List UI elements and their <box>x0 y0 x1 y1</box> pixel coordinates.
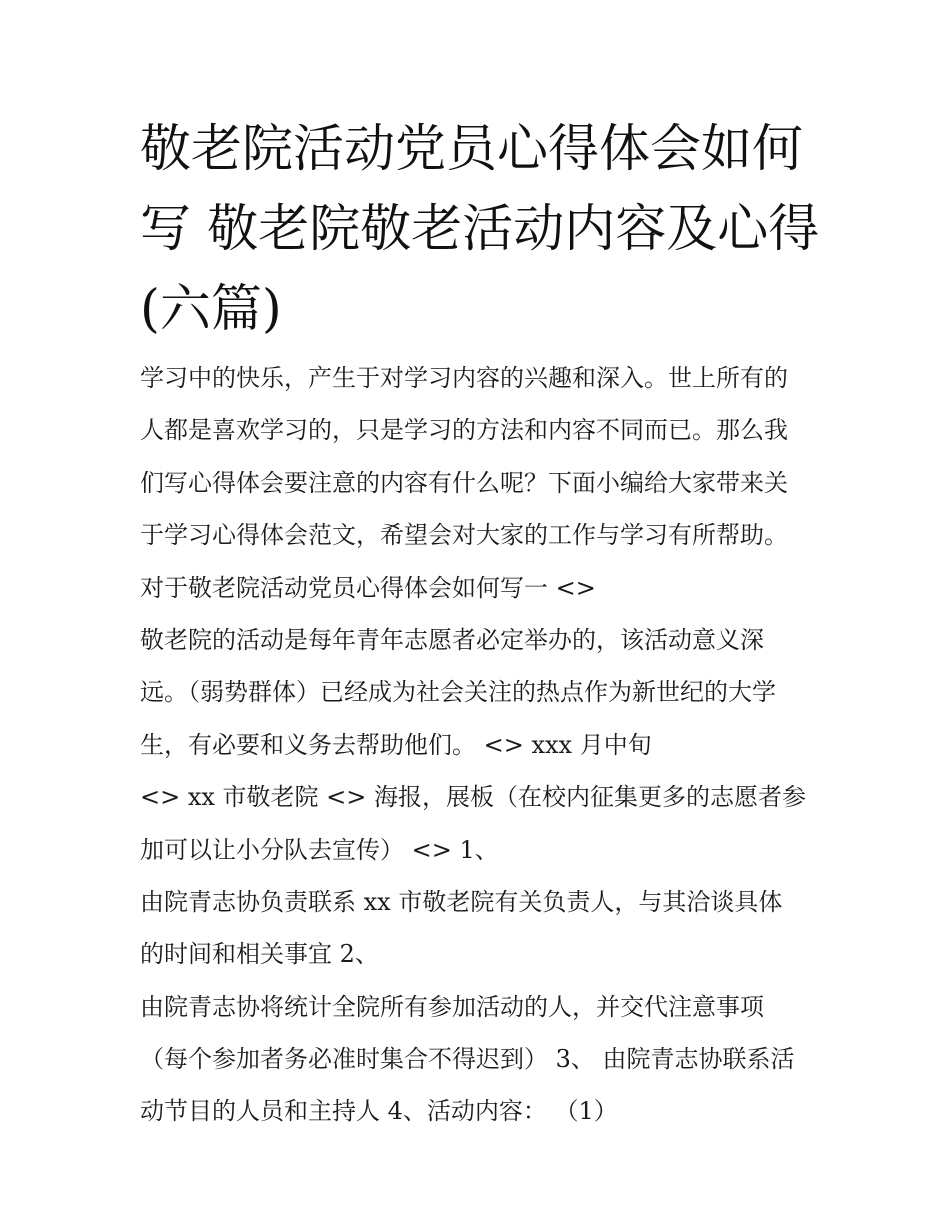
body-line-13: 由院青志协将统计全院所有参加活动的人，并交代注意事项 <box>140 992 764 1021</box>
body-line-5: 对于敬老院活动党员心得体会如何写一 <> <box>140 573 596 602</box>
body-line-10: 加可以让小分队去宣传） <> 1、 <box>140 835 499 864</box>
body-line-7: 远。（弱势群体）已经成为社会关注的热点作为新世纪的大学 <box>140 678 776 707</box>
body-line-8: 生，有必要和义务去帮助他们。 <> xxx 月中旬 <box>140 730 652 759</box>
body-line-1: 学习中的快乐，产生于对学习内容的兴趣和深入。世上所有的 <box>140 364 788 392</box>
body-line-6: 敬老院的活动是每年青年志愿者必定举办的，该活动意义深 <box>140 625 764 654</box>
body-line-3: 们写心得体会要注意的内容有什么呢？下面小编给大家带来关 <box>140 468 788 497</box>
body-line-15: 动节目的人员和主持人 4、活动内容： （1） <box>140 1097 618 1126</box>
body-line-14: （每个参加者务必准时集合不得迟到） 3、 由院青志协联系活 <box>140 1045 795 1074</box>
body-line-11: 由院青志协负责联系 xx 市敬老院有关负责人，与其洽谈具体 <box>140 887 783 916</box>
document-title <box>140 110 840 350</box>
document-body <box>140 352 840 1138</box>
body-line-4: 于学习心得体会范文，希望会对大家的工作与学习有所帮助。 <box>140 521 788 550</box>
title-line-2: 写 敬老院敬老活动内容及心得 <box>140 200 820 259</box>
body-line-12: 的时间和相关事宜 2、 <box>140 940 379 969</box>
title-line-1: 敬老院活动党员心得体会如何 <box>140 120 804 179</box>
title-line-3: (六篇) <box>140 280 282 339</box>
body-line-2: 人都是喜欢学习的，只是学习的方法和内容不同而已。那么我 <box>140 416 788 445</box>
body-line-9: <> xx 市敬老院 <> 海报，展板（在校内征集更多的志愿者参 <box>140 783 807 812</box>
